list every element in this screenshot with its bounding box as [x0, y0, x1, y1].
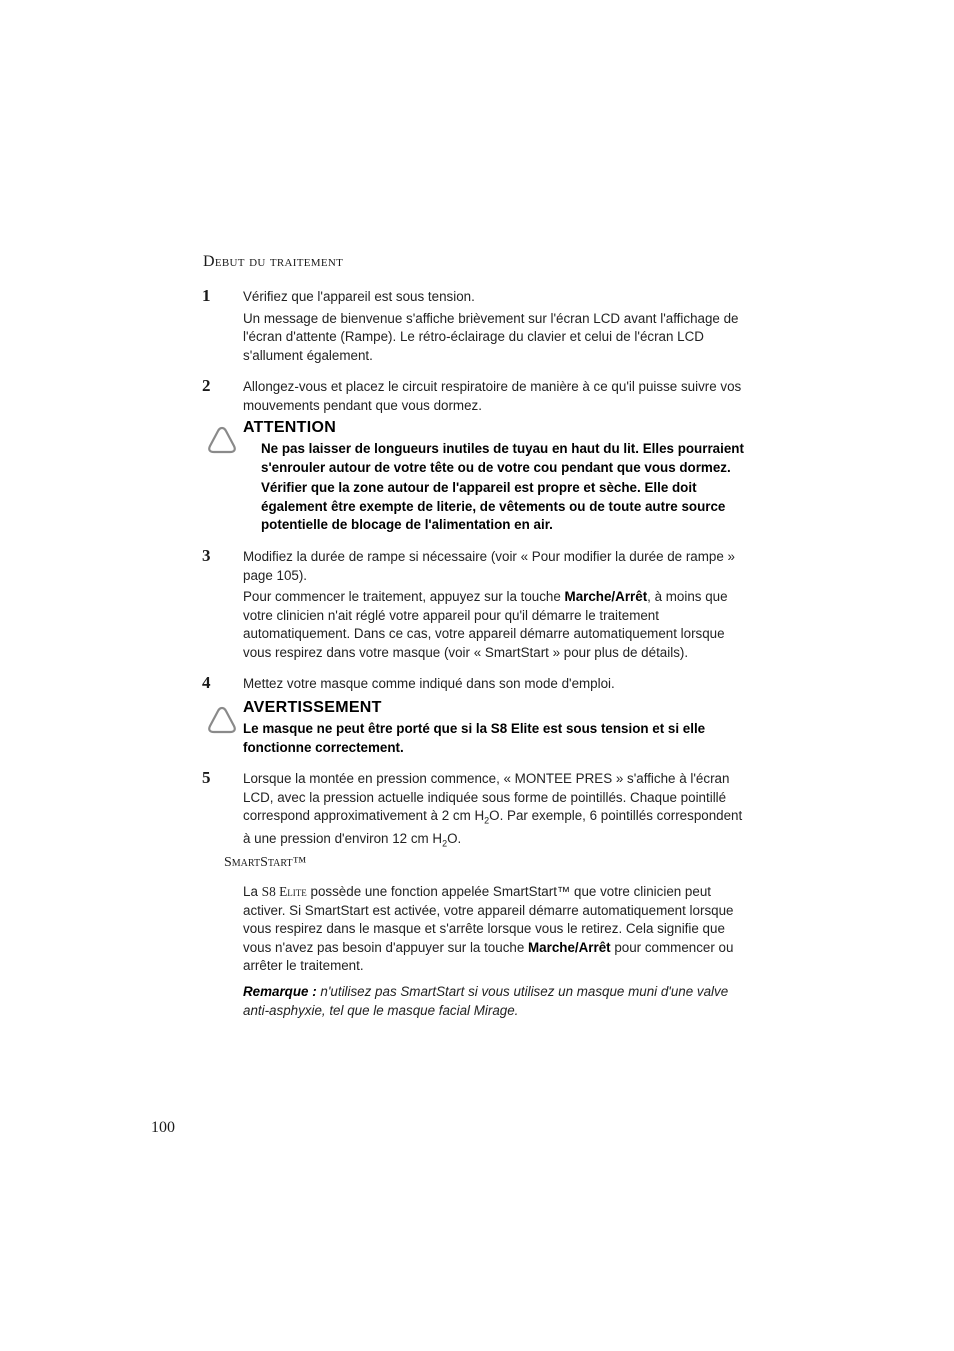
- attention-body: [261, 440, 753, 535]
- step-3-line-2: Pour commencer le traitement, appuyez sur la touche Marche/Arrêt, à moins que votre clinicien n'ait réglé votre appareil pour qu'il démarre le traitement automatiquement. Dans ce cas, votre appareil démarre automatiquement lorsque vous respirez dans votre masque (voir « SmartStart » pour plus de détails).: [243, 589, 728, 660]
- avertissement-title: AVERTISSEMENT: [243, 699, 382, 716]
- device-name: S8 Elite: [261, 884, 307, 899]
- step-number-3: 3: [202, 546, 211, 565]
- smartstart-note: Remarque : n'utilisez pas SmartStart si vous utilisez un masque muni d'une valve anti-asphyxie, tel que le masque facial Mirage.: [243, 984, 729, 1018]
- step-number-2: 2: [202, 376, 211, 395]
- step-1-line-2: Un message de bienvenue s'affiche brièvement sur l'écran LCD avant l'affichage de l'écran d'attente (Rampe). Le rétro-éclairage du clavier et celui de l'écran LCD s'allument également.: [243, 310, 739, 363]
- section-title: Debut du traitement: [203, 253, 344, 270]
- step-2-text: [243, 378, 753, 415]
- warning-triangle-icon: [206, 705, 238, 735]
- step-number-5: 5: [202, 768, 211, 787]
- step-1-text: [243, 288, 753, 365]
- step-4-text: [243, 675, 753, 694]
- step-number-1: 1: [202, 286, 211, 305]
- smartstart-heading: SmartStart™: [224, 855, 307, 870]
- marche-arret-key-2: Marche/Arrêt: [528, 939, 611, 955]
- step-number-4: 4: [202, 673, 211, 692]
- step-2-line-1: Allongez-vous et placez le circuit respiratoire de manière à ce qu'il puisse suivre vos mouvements pendant que vous dormez.: [243, 379, 742, 413]
- attention-item-2: Vérifier que la zone autour de l'appareil est propre et sèche. Elle doit également être exempte de literie, de vêtements ou de toute autre source potentielle de blocage de l'alimentation en air.: [261, 480, 726, 532]
- avertissement-body: Le masque ne peut être porté que si la S8 Elite est sous tension et si elle fonctionne correctement.: [243, 721, 706, 755]
- smartstart-paragraph: La S8 Elite possède une fonction appelée SmartStart™ que votre clinicien peut activer. Si SmartStart est activée, votre appareil démarre automatiquement lorsque vous respirez dans le masque et s'arrête lorsque vous le retirez. Cela signifie que vous n'avez pas besoin d'appuyer sur la touche Marche/Arrêt pour commencer ou arrêter le traitement.: [243, 884, 734, 973]
- caution-triangle-icon: [206, 425, 238, 455]
- step-1-line-1: Vérifiez que l'appareil est sous tension.: [243, 289, 475, 304]
- attention-item-1: Ne pas laisser de longueurs inutiles de tuyau en haut du lit. Elles pourraient s'enrouler autour de votre tête ou de votre cou pendant que vous dormez.: [261, 441, 744, 475]
- note-label: Remarque :: [243, 984, 317, 999]
- attention-title: ATTENTION: [243, 419, 337, 436]
- step-4-line-1: Mettez votre masque comme indiqué dans son mode d'emploi.: [243, 676, 615, 691]
- step-3-text: [243, 548, 753, 662]
- step-5-text: Lorsque la montée en pression commence, « MONTEE PRES » s'affiche à l'écran LCD, avec la pression actuelle indiquée sous forme de pointillés. Chaque pointillé correspond approximativement à 2 cm $H_2O$. Par exemple, 6 pointillés correspondent à une pression d'environ 12 cm $H_2O$.: [243, 771, 743, 849]
- marche-arret-key: Marche/Arrêt: [564, 589, 648, 604]
- step-3-line-1: Modifiez la durée de rampe si nécessaire (voir « Pour modifier la durée de rampe » page 105).: [243, 549, 735, 583]
- page-number: 100: [151, 1119, 175, 1136]
